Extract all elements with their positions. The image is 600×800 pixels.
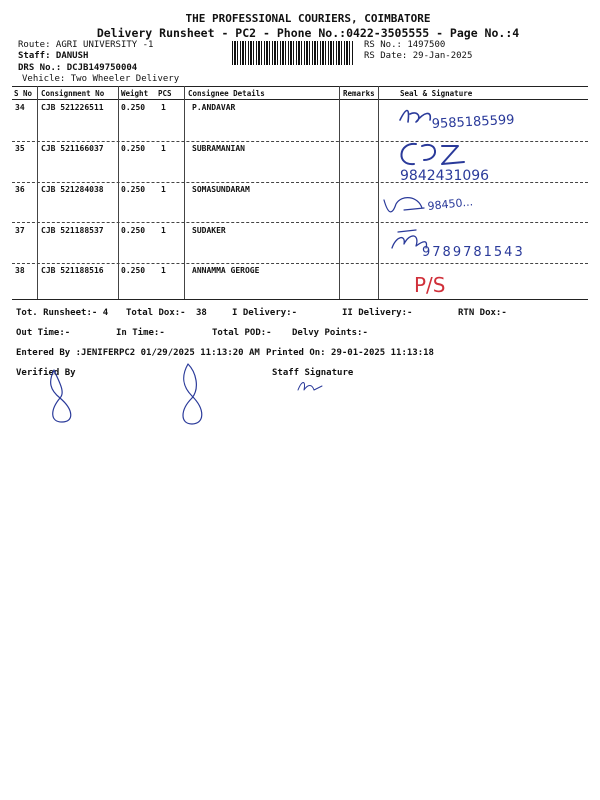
- col-header-consignment: Consignment No: [41, 89, 105, 98]
- row-consignee: SOMASUNDARAM: [192, 185, 250, 194]
- ii-delivery: II Delivery:-: [342, 308, 413, 318]
- handwritten-phone: 9585185599: [431, 112, 515, 132]
- signature-row-38: [410, 266, 480, 300]
- signature-row-35: [392, 138, 552, 184]
- signature-row-37: [386, 226, 556, 260]
- row-divider: [12, 263, 588, 264]
- drs-number: DRS No.: DCJB149750004: [18, 63, 138, 73]
- delvy-points: Delvy Points:-: [292, 328, 368, 338]
- signature-row-34: [392, 100, 542, 138]
- row-pcs: 1: [161, 103, 166, 112]
- staff-label: Staff: DANUSH: [18, 51, 89, 61]
- col-header-remarks: Remarks: [343, 89, 375, 98]
- signature-row-36: [378, 186, 538, 222]
- company-title: THE PROFESSIONAL COURIERS, COIMBATORE: [185, 12, 431, 25]
- col-header-signature: Seal & Signature: [400, 89, 473, 98]
- row-pcs: 1: [161, 266, 166, 275]
- row-pcs: 1: [161, 226, 166, 235]
- out-time: Out Time:-: [16, 328, 71, 338]
- verified-signature: [40, 366, 90, 426]
- verified-signature-2: [172, 360, 222, 430]
- table-bottom-border: [12, 299, 588, 300]
- row-pcs: 1: [161, 144, 166, 153]
- row-consignee: P.ANDAVAR: [192, 103, 236, 112]
- barcode-image: [232, 41, 354, 65]
- col-header-weight: Weight: [121, 89, 149, 98]
- col-header-sno: S No: [14, 89, 33, 98]
- row-weight: 0.250: [121, 144, 146, 153]
- row-consignee: SUDAKER: [192, 226, 226, 235]
- in-time: In Time:-: [116, 328, 165, 338]
- entered-by: Entered By :JENIFERPC2 01/29/2025 11:13:20 AM: [16, 348, 260, 358]
- table-top-border: [12, 86, 588, 87]
- row-divider: [12, 222, 588, 223]
- vehicle-label: Vehicle: Two Wheeler Delivery: [22, 74, 180, 84]
- staff-signature-mark: [296, 378, 326, 396]
- route-label: Route: AGRI UNIVERSITY -1: [18, 40, 154, 50]
- row-consignment: CJB 521188516: [41, 266, 104, 275]
- row-pcs: 1: [161, 185, 166, 194]
- col-divider: [339, 86, 340, 299]
- row-consignment: CJB 521166037: [41, 144, 104, 153]
- row-sno: 35: [15, 144, 25, 153]
- row-consignee: SUBRAMANIAN: [192, 144, 245, 153]
- row-weight: 0.250: [121, 103, 146, 112]
- col-divider: [184, 86, 185, 299]
- handwritten-phone: 9789781543: [422, 245, 525, 260]
- total-dox-label: Total Dox:-: [126, 308, 186, 318]
- col-divider: [37, 86, 38, 299]
- runsheet-subtitle: Delivery Runsheet - PC2 - Phone No.:0422-3505555 - Page No.:4: [96, 26, 520, 40]
- row-weight: 0.250: [121, 266, 146, 275]
- row-sno: 34: [15, 103, 25, 112]
- rtn-dox: RTN Dox:-: [458, 308, 507, 318]
- row-consignment: CJB 521284038: [41, 185, 104, 194]
- total-dox-value: 38: [196, 308, 207, 318]
- row-sno: 38: [15, 266, 25, 275]
- row-sno: 36: [15, 185, 25, 194]
- total-pod: Total POD:-: [212, 328, 272, 338]
- col-header-pcs: PCS: [158, 89, 172, 98]
- handwritten-phone: 98450...: [426, 195, 474, 213]
- staff-signature-label: Staff Signature: [272, 368, 354, 378]
- printed-on: Printed On: 29-01-2025 11:13:18: [266, 348, 434, 358]
- total-runsheet: Tot. Runsheet:- 4: [16, 308, 109, 318]
- i-delivery: I Delivery:-: [232, 308, 298, 318]
- row-weight: 0.250: [121, 185, 146, 194]
- row-consignment: CJB 521188537: [41, 226, 104, 235]
- verified-by-label: Verified By: [16, 368, 76, 378]
- row-consignment: CJB 521226511: [41, 103, 104, 112]
- row-sno: 37: [15, 226, 25, 235]
- row-weight: 0.250: [121, 226, 146, 235]
- handwritten-ps: P/S: [414, 273, 446, 297]
- col-divider: [118, 86, 119, 299]
- handwritten-phone: 9842431096: [400, 168, 490, 184]
- rs-date: RS Date: 29-Jan-2025: [364, 51, 473, 61]
- row-consignee: ANNAMMA GEROGE: [192, 266, 260, 275]
- rs-number: RS No.: 1497500: [364, 40, 446, 50]
- col-header-consignee: Consignee Details: [188, 89, 265, 98]
